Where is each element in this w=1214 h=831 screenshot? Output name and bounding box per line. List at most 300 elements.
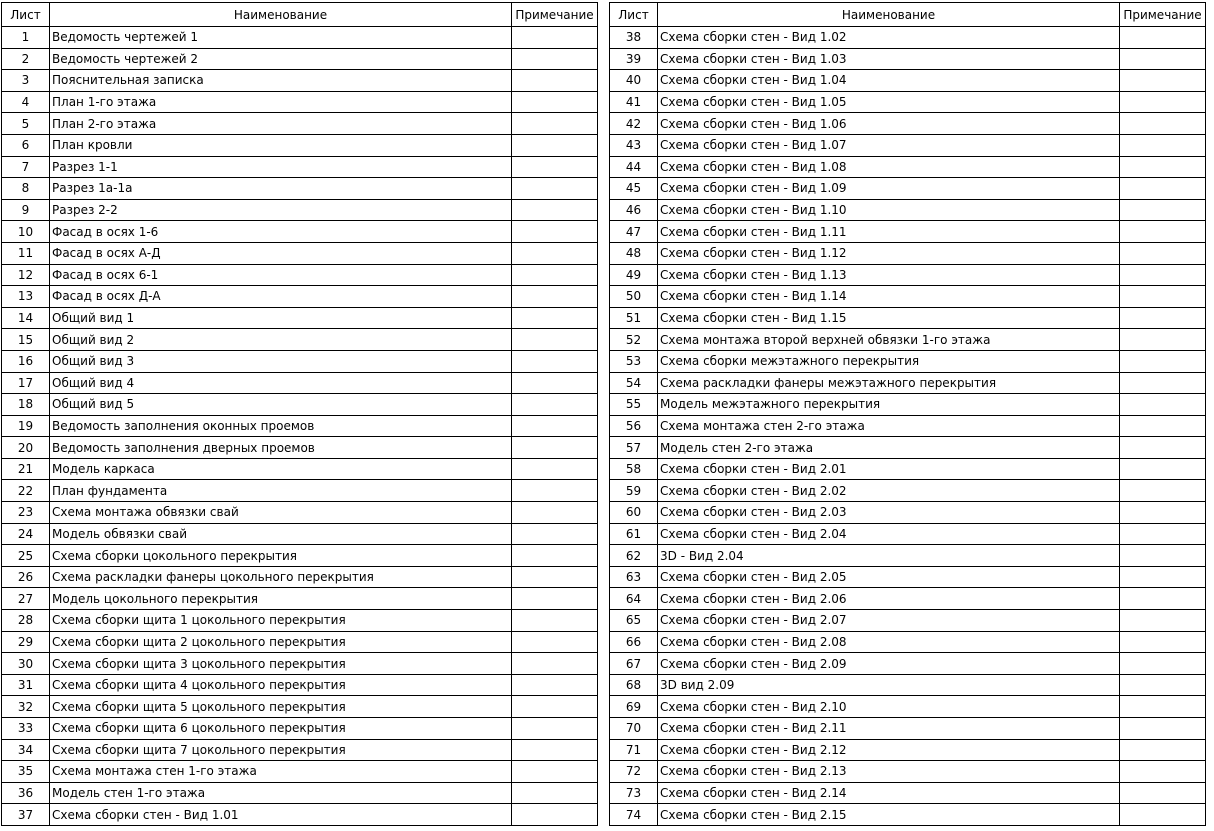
drawing-name-cell: Схема сборки стен - Вид 2.03: [658, 502, 1120, 524]
sheet-number-cell: 16: [2, 350, 50, 372]
note-cell: [512, 545, 598, 567]
table-row: [2, 545, 598, 567]
sheet-number-cell: 27: [2, 588, 50, 610]
sheet-number-cell: 35: [2, 761, 50, 783]
note-cell: [1120, 242, 1206, 264]
drawing-name-cell: Схема сборки стен - Вид 1.14: [658, 286, 1120, 308]
note-cell: [1120, 113, 1206, 135]
table-header-row: [610, 3, 1206, 27]
sheet-number-cell: 61: [610, 523, 658, 545]
drawing-name-cell: Общий вид 4: [50, 372, 512, 394]
table-row: [2, 588, 598, 610]
note-cell: [512, 761, 598, 783]
table-row: [2, 70, 598, 92]
drawing-name-cell: Схема сборки стен - Вид 1.08: [658, 156, 1120, 178]
table-row: [610, 113, 1206, 135]
sheet-number-cell: 22: [2, 480, 50, 502]
note-cell: [1120, 437, 1206, 459]
note-cell: [1120, 91, 1206, 113]
drawing-name-cell: Схема сборки стен - Вид 1.05: [658, 91, 1120, 113]
note-cell: [512, 480, 598, 502]
sheet-number-cell: 11: [2, 242, 50, 264]
note-cell: [1120, 566, 1206, 588]
header-sheet: Лист: [610, 3, 658, 27]
sheet-number-cell: 43: [610, 134, 658, 156]
drawing-name-cell: Схема сборки стен - Вид 1.15: [658, 307, 1120, 329]
table-row: [610, 782, 1206, 804]
note-cell: [512, 653, 598, 675]
table-row: [610, 307, 1206, 329]
sheet-number-cell: 9: [2, 199, 50, 221]
sheet-number-cell: 1: [2, 27, 50, 49]
drawing-name-cell: Схема сборки стен - Вид 2.14: [658, 782, 1120, 804]
table-row: [2, 350, 598, 372]
drawing-name-cell: Схема сборки стен - Вид 1.01: [50, 804, 512, 826]
note-cell: [1120, 804, 1206, 826]
sheet-number-cell: 62: [610, 545, 658, 567]
note-cell: [512, 415, 598, 437]
sheet-number-cell: 31: [2, 674, 50, 696]
sheet-number-cell: 5: [2, 113, 50, 135]
table-row: [610, 696, 1206, 718]
table-row: [610, 718, 1206, 740]
sheet-number-cell: 17: [2, 372, 50, 394]
note-cell: [512, 674, 598, 696]
note-cell: [512, 523, 598, 545]
drawing-name-cell: Схема сборки стен - Вид 2.04: [658, 523, 1120, 545]
note-cell: [1120, 307, 1206, 329]
table-row: [2, 27, 598, 49]
sheet-number-cell: 52: [610, 329, 658, 351]
sheet-number-cell: 38: [610, 27, 658, 49]
drawing-list-table-left: [1, 2, 598, 826]
table-row: [2, 653, 598, 675]
table-row: [610, 27, 1206, 49]
drawing-name-cell: Схема сборки стен - Вид 2.06: [658, 588, 1120, 610]
table-row: [610, 199, 1206, 221]
drawing-name-cell: Схема монтажа стен 1-го этажа: [50, 761, 512, 783]
header-sheet: Лист: [2, 3, 50, 27]
note-cell: [512, 199, 598, 221]
sheet-number-cell: 32: [2, 696, 50, 718]
sheet-number-cell: 40: [610, 70, 658, 92]
table-row: [2, 502, 598, 524]
table-row: [610, 523, 1206, 545]
table-row: [2, 631, 598, 653]
table-header-row: [2, 3, 598, 27]
sheet-number-cell: 30: [2, 653, 50, 675]
sheet-number-cell: 18: [2, 394, 50, 416]
note-cell: [512, 502, 598, 524]
table-row: [2, 329, 598, 351]
drawing-name-cell: Фасад в осях 6-1: [50, 264, 512, 286]
sheet-number-cell: 41: [610, 91, 658, 113]
drawing-name-cell: Схема сборки щита 5 цокольного перекрытия: [50, 696, 512, 718]
drawing-name-cell: Схема сборки стен - Вид 2.08: [658, 631, 1120, 653]
drawing-name-cell: Схема сборки стен - Вид 2.10: [658, 696, 1120, 718]
drawing-name-cell: План 2-го этажа: [50, 113, 512, 135]
sheet-number-cell: 65: [610, 610, 658, 632]
sheet-number-cell: 10: [2, 221, 50, 243]
sheet-number-cell: 4: [2, 91, 50, 113]
table-row: [610, 502, 1206, 524]
table-row: [610, 372, 1206, 394]
table-body-right: [610, 27, 1206, 826]
note-cell: [512, 27, 598, 49]
table-row: [610, 631, 1206, 653]
table-row: [610, 610, 1206, 632]
drawing-name-cell: Схема сборки стен - Вид 1.03: [658, 48, 1120, 70]
table-row: [2, 199, 598, 221]
drawing-name-cell: Схема сборки стен - Вид 2.13: [658, 761, 1120, 783]
sheet-number-cell: 67: [610, 653, 658, 675]
table-row: [2, 372, 598, 394]
drawing-name-cell: Разрез 2-2: [50, 199, 512, 221]
note-cell: [512, 804, 598, 826]
note-cell: [512, 696, 598, 718]
table-row: [2, 242, 598, 264]
note-cell: [512, 782, 598, 804]
drawing-name-cell: Схема сборки стен - Вид 1.07: [658, 134, 1120, 156]
drawing-name-cell: Модель цокольного перекрытия: [50, 588, 512, 610]
sheet-number-cell: 20: [2, 437, 50, 459]
table-row: [2, 761, 598, 783]
table-row: [2, 113, 598, 135]
drawing-name-cell: Схема сборки щита 4 цокольного перекрытия: [50, 674, 512, 696]
drawing-name-cell: План кровли: [50, 134, 512, 156]
note-cell: [512, 394, 598, 416]
table-row: [610, 761, 1206, 783]
table-row: [2, 804, 598, 826]
drawing-name-cell: Схема сборки цокольного перекрытия: [50, 545, 512, 567]
table-row: [610, 221, 1206, 243]
note-cell: [1120, 264, 1206, 286]
table-row: [2, 91, 598, 113]
sheet-number-cell: 36: [2, 782, 50, 804]
sheet-number-cell: 15: [2, 329, 50, 351]
table-row: [2, 458, 598, 480]
sheet-number-cell: 3: [2, 70, 50, 92]
sheet-number-cell: 21: [2, 458, 50, 480]
drawing-name-cell: Схема сборки стен - Вид 1.13: [658, 264, 1120, 286]
note-cell: [1120, 588, 1206, 610]
table-row: [610, 653, 1206, 675]
drawing-name-cell: Схема сборки стен - Вид 2.01: [658, 458, 1120, 480]
table-row: [610, 804, 1206, 826]
drawing-name-cell: Схема сборки щита 1 цокольного перекрытия: [50, 610, 512, 632]
sheet-number-cell: 2: [2, 48, 50, 70]
note-cell: [512, 458, 598, 480]
table-row: [2, 782, 598, 804]
sheet-number-cell: 7: [2, 156, 50, 178]
table-row: [2, 480, 598, 502]
header-name: Наименование: [50, 3, 512, 27]
drawing-name-cell: Модель каркаса: [50, 458, 512, 480]
drawing-name-cell: Схема сборки стен - Вид 2.12: [658, 739, 1120, 761]
table-row: [610, 674, 1206, 696]
sheet-number-cell: 28: [2, 610, 50, 632]
table-row: [610, 178, 1206, 200]
drawing-name-cell: Схема сборки стен - Вид 2.05: [658, 566, 1120, 588]
note-cell: [1120, 674, 1206, 696]
note-cell: [512, 372, 598, 394]
table-row: [610, 350, 1206, 372]
sheet-number-cell: 29: [2, 631, 50, 653]
note-cell: [1120, 178, 1206, 200]
drawing-name-cell: Ведомость чертежей 1: [50, 27, 512, 49]
drawing-name-cell: Схема монтажа стен 2-го этажа: [658, 415, 1120, 437]
sheet-number-cell: 53: [610, 350, 658, 372]
table-row: [2, 48, 598, 70]
table-row: [2, 739, 598, 761]
note-cell: [1120, 718, 1206, 740]
note-cell: [512, 91, 598, 113]
drawing-name-cell: План 1-го этажа: [50, 91, 512, 113]
table-row: [610, 566, 1206, 588]
table-row: [2, 437, 598, 459]
drawing-list-right: [609, 2, 1206, 826]
note-cell: [1120, 545, 1206, 567]
note-cell: [1120, 156, 1206, 178]
header-name: Наименование: [658, 3, 1120, 27]
drawing-name-cell: Модель стен 2-го этажа: [658, 437, 1120, 459]
table-row: [2, 221, 598, 243]
table-row: [2, 610, 598, 632]
table-row: [2, 156, 598, 178]
drawing-name-cell: Схема раскладки фанеры цокольного перекрытия: [50, 566, 512, 588]
sheet-number-cell: 71: [610, 739, 658, 761]
note-cell: [512, 113, 598, 135]
sheet-number-cell: 34: [2, 739, 50, 761]
sheet-number-cell: 39: [610, 48, 658, 70]
table-row: [610, 48, 1206, 70]
table-row: [610, 480, 1206, 502]
header-note: Примечание: [1120, 3, 1206, 27]
table-row: [610, 70, 1206, 92]
table-row: [610, 134, 1206, 156]
table-row: [610, 329, 1206, 351]
table-row: [2, 696, 598, 718]
note-cell: [512, 437, 598, 459]
sheet-number-cell: 44: [610, 156, 658, 178]
note-cell: [512, 178, 598, 200]
drawing-name-cell: Схема раскладки фанеры межэтажного перекрытия: [658, 372, 1120, 394]
sheet-number-cell: 50: [610, 286, 658, 308]
drawing-name-cell: Модель обвязки свай: [50, 523, 512, 545]
table-row: [2, 415, 598, 437]
sheet-number-cell: 6: [2, 134, 50, 156]
drawing-name-cell: Схема сборки щита 7 цокольного перекрытия: [50, 739, 512, 761]
note-cell: [1120, 134, 1206, 156]
sheet-number-cell: 42: [610, 113, 658, 135]
drawing-name-cell: Схема сборки стен - Вид 2.09: [658, 653, 1120, 675]
drawing-name-cell: Схема монтажа обвязки свай: [50, 502, 512, 524]
drawing-name-cell: Схема сборки стен - Вид 2.07: [658, 610, 1120, 632]
table-row: [610, 264, 1206, 286]
drawing-name-cell: Схема сборки щита 3 цокольного перекрытия: [50, 653, 512, 675]
drawing-name-cell: 3D - Вид 2.04: [658, 545, 1120, 567]
table-row: [610, 91, 1206, 113]
note-cell: [1120, 221, 1206, 243]
sheet-number-cell: 57: [610, 437, 658, 459]
sheet-number-cell: 37: [2, 804, 50, 826]
note-cell: [512, 350, 598, 372]
note-cell: [1120, 372, 1206, 394]
table-row: [610, 415, 1206, 437]
note-cell: [512, 242, 598, 264]
sheet-number-cell: 69: [610, 696, 658, 718]
sheet-number-cell: 48: [610, 242, 658, 264]
sheet-number-cell: 26: [2, 566, 50, 588]
drawing-name-cell: Схема монтажа второй верхней обвязки 1-го этажа: [658, 329, 1120, 351]
drawing-name-cell: Разрез 1-1: [50, 156, 512, 178]
table-row: [610, 437, 1206, 459]
sheet-number-cell: 58: [610, 458, 658, 480]
sheet-number-cell: 8: [2, 178, 50, 200]
sheet-number-cell: 45: [610, 178, 658, 200]
drawing-name-cell: Ведомость заполнения дверных проемов: [50, 437, 512, 459]
note-cell: [512, 329, 598, 351]
table-row: [610, 588, 1206, 610]
table-row: [2, 286, 598, 308]
drawing-name-cell: Схема сборки стен - Вид 1.09: [658, 178, 1120, 200]
table-row: [2, 523, 598, 545]
sheet-number-cell: 54: [610, 372, 658, 394]
drawing-name-cell: Модель межэтажного перекрытия: [658, 394, 1120, 416]
note-cell: [1120, 394, 1206, 416]
sheet-number-cell: 68: [610, 674, 658, 696]
drawing-name-cell: Общий вид 2: [50, 329, 512, 351]
note-cell: [1120, 199, 1206, 221]
drawing-name-cell: Пояснительная записка: [50, 70, 512, 92]
sheet-number-cell: 33: [2, 718, 50, 740]
sheet-number-cell: 55: [610, 394, 658, 416]
note-cell: [1120, 631, 1206, 653]
header-note: Примечание: [512, 3, 598, 27]
sheet-number-cell: 47: [610, 221, 658, 243]
note-cell: [512, 134, 598, 156]
note-cell: [512, 631, 598, 653]
note-cell: [512, 566, 598, 588]
sheet-number-cell: 23: [2, 502, 50, 524]
sheet-number-cell: 74: [610, 804, 658, 826]
note-cell: [1120, 415, 1206, 437]
drawing-name-cell: Схема сборки стен - Вид 2.11: [658, 718, 1120, 740]
sheet-number-cell: 64: [610, 588, 658, 610]
drawing-name-cell: Фасад в осях А-Д: [50, 242, 512, 264]
sheet-number-cell: 63: [610, 566, 658, 588]
drawing-name-cell: Схема сборки стен - Вид 1.10: [658, 199, 1120, 221]
drawing-name-cell: Схема сборки стен - Вид 1.02: [658, 27, 1120, 49]
sheet-number-cell: 72: [610, 761, 658, 783]
note-cell: [512, 70, 598, 92]
note-cell: [1120, 70, 1206, 92]
sheet-number-cell: 66: [610, 631, 658, 653]
note-cell: [512, 739, 598, 761]
drawing-name-cell: План фундамента: [50, 480, 512, 502]
table-row: [2, 674, 598, 696]
sheet-number-cell: 14: [2, 307, 50, 329]
sheet-number-cell: 24: [2, 523, 50, 545]
table-row: [2, 134, 598, 156]
note-cell: [512, 610, 598, 632]
table-row: [2, 718, 598, 740]
table-row: [610, 458, 1206, 480]
drawing-name-cell: 3D вид 2.09: [658, 674, 1120, 696]
table-body-left: [2, 27, 598, 826]
table-row: [2, 394, 598, 416]
note-cell: [1120, 739, 1206, 761]
drawing-name-cell: Схема сборки стен - Вид 1.12: [658, 242, 1120, 264]
sheet-number-cell: 49: [610, 264, 658, 286]
note-cell: [1120, 480, 1206, 502]
sheet-number-cell: 25: [2, 545, 50, 567]
table-row: [610, 739, 1206, 761]
note-cell: [1120, 610, 1206, 632]
note-cell: [1120, 350, 1206, 372]
drawing-list-left: [1, 2, 598, 826]
sheet-number-cell: 59: [610, 480, 658, 502]
table-row: [610, 156, 1206, 178]
drawing-name-cell: Модель стен 1-го этажа: [50, 782, 512, 804]
note-cell: [512, 718, 598, 740]
note-cell: [512, 307, 598, 329]
drawing-name-cell: Общий вид 5: [50, 394, 512, 416]
drawing-name-cell: Общий вид 1: [50, 307, 512, 329]
table-row: [610, 242, 1206, 264]
note-cell: [512, 588, 598, 610]
sheet-number-cell: 70: [610, 718, 658, 740]
note-cell: [512, 264, 598, 286]
drawing-name-cell: Схема сборки стен - Вид 1.11: [658, 221, 1120, 243]
table-row: [2, 307, 598, 329]
drawing-name-cell: Схема сборки щита 2 цокольного перекрытия: [50, 631, 512, 653]
drawing-name-cell: Ведомость чертежей 2: [50, 48, 512, 70]
sheet-number-cell: 13: [2, 286, 50, 308]
drawing-name-cell: Схема сборки стен - Вид 2.15: [658, 804, 1120, 826]
note-cell: [1120, 761, 1206, 783]
note-cell: [1120, 27, 1206, 49]
drawing-name-cell: Схема сборки межэтажного перекрытия: [658, 350, 1120, 372]
drawing-name-cell: Схема сборки щита 6 цокольного перекрытия: [50, 718, 512, 740]
note-cell: [1120, 286, 1206, 308]
drawing-name-cell: Ведомость заполнения оконных проемов: [50, 415, 512, 437]
drawing-name-cell: Фасад в осях 1-6: [50, 221, 512, 243]
drawing-name-cell: Фасад в осях Д-А: [50, 286, 512, 308]
table-row: [2, 264, 598, 286]
note-cell: [512, 48, 598, 70]
note-cell: [1120, 782, 1206, 804]
table-row: [610, 545, 1206, 567]
drawing-name-cell: Схема сборки стен - Вид 1.04: [658, 70, 1120, 92]
note-cell: [1120, 502, 1206, 524]
note-cell: [512, 286, 598, 308]
note-cell: [512, 221, 598, 243]
sheet-number-cell: 19: [2, 415, 50, 437]
drawing-name-cell: Схема сборки стен - Вид 2.02: [658, 480, 1120, 502]
note-cell: [1120, 48, 1206, 70]
drawing-name-cell: Общий вид 3: [50, 350, 512, 372]
table-row: [2, 566, 598, 588]
drawing-name-cell: Разрез 1а-1а: [50, 178, 512, 200]
sheet-number-cell: 12: [2, 264, 50, 286]
note-cell: [1120, 329, 1206, 351]
sheet-number-cell: 51: [610, 307, 658, 329]
sheet-number-cell: 73: [610, 782, 658, 804]
sheet-number-cell: 46: [610, 199, 658, 221]
sheet-number-cell: 56: [610, 415, 658, 437]
note-cell: [1120, 653, 1206, 675]
